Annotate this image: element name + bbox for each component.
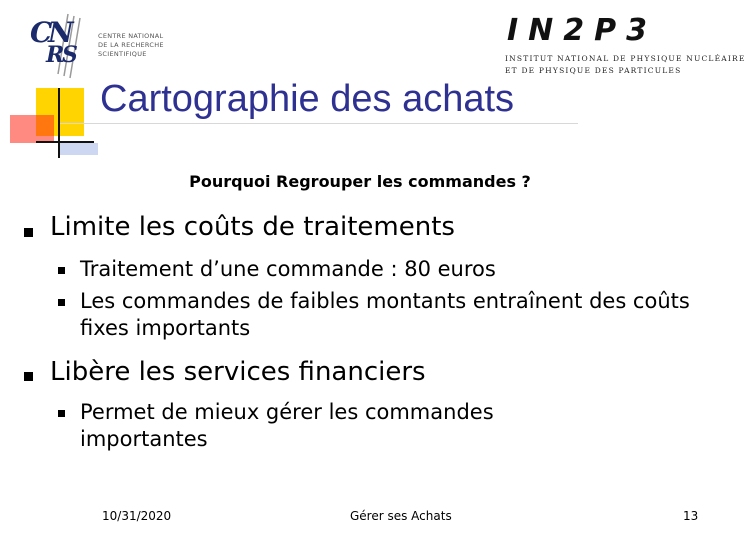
svg-text:N: N [48,16,74,49]
bullet-square-icon [58,267,65,274]
in2p3-line-2: ET DE PHYSIQUE DES PARTICULES [505,66,682,75]
in2p3-line-1: INSTITUT NATIONAL DE PHYSIQUE NUCLÉAIRE [505,54,746,63]
svg-text:S: S [62,42,78,68]
bullet-square-icon [24,372,33,381]
in2p3-mark-icon [505,14,710,46]
bullet-level2: Traitement d’une commande : 80 euros [80,257,496,281]
title-horizontal-line [36,141,94,143]
title-vertical-line [58,88,60,158]
slide-title: Cartographie des achats [100,78,515,120]
bullet-level1: Libère les services financiers [50,357,426,387]
svg-text:C: C [30,16,53,49]
svg-text:R: R [46,42,65,68]
in2p3-logo [505,13,746,80]
bullet-square-icon [58,299,65,306]
cnrs-logo [28,10,178,80]
title-blue-accent [58,143,98,155]
bullet-square-icon [58,410,65,417]
footer-page-number: 13 [683,509,699,523]
bullet-square-icon [24,228,33,237]
cnrs-subtitle-line: DE LA RECHERCHE [98,41,164,49]
footer-center-text: Gérer ses Achats [350,509,452,523]
title-red-square [10,115,54,143]
bullet-level2: Permet de mieux gérer les commandes importantes [80,400,494,451]
svg-text:IN2P3: IN2P3 [507,13,658,48]
slide-subtitle: Pourquoi Regrouper les commandes ? [189,172,531,191]
title-rule [58,123,578,124]
footer-date: 10/31/2020 [102,509,172,523]
cnrs-mark-icon [28,10,98,80]
cnrs-subtitle-line: SCIENTIFIQUE [98,50,147,58]
bullet-level1: Limite les coûts de traitements [50,212,455,242]
cnrs-subtitle-line: CENTRE NATIONAL [98,32,164,40]
bullet-level2: Les commandes de faibles montants entraînent des coûts fixes importants [80,289,690,340]
